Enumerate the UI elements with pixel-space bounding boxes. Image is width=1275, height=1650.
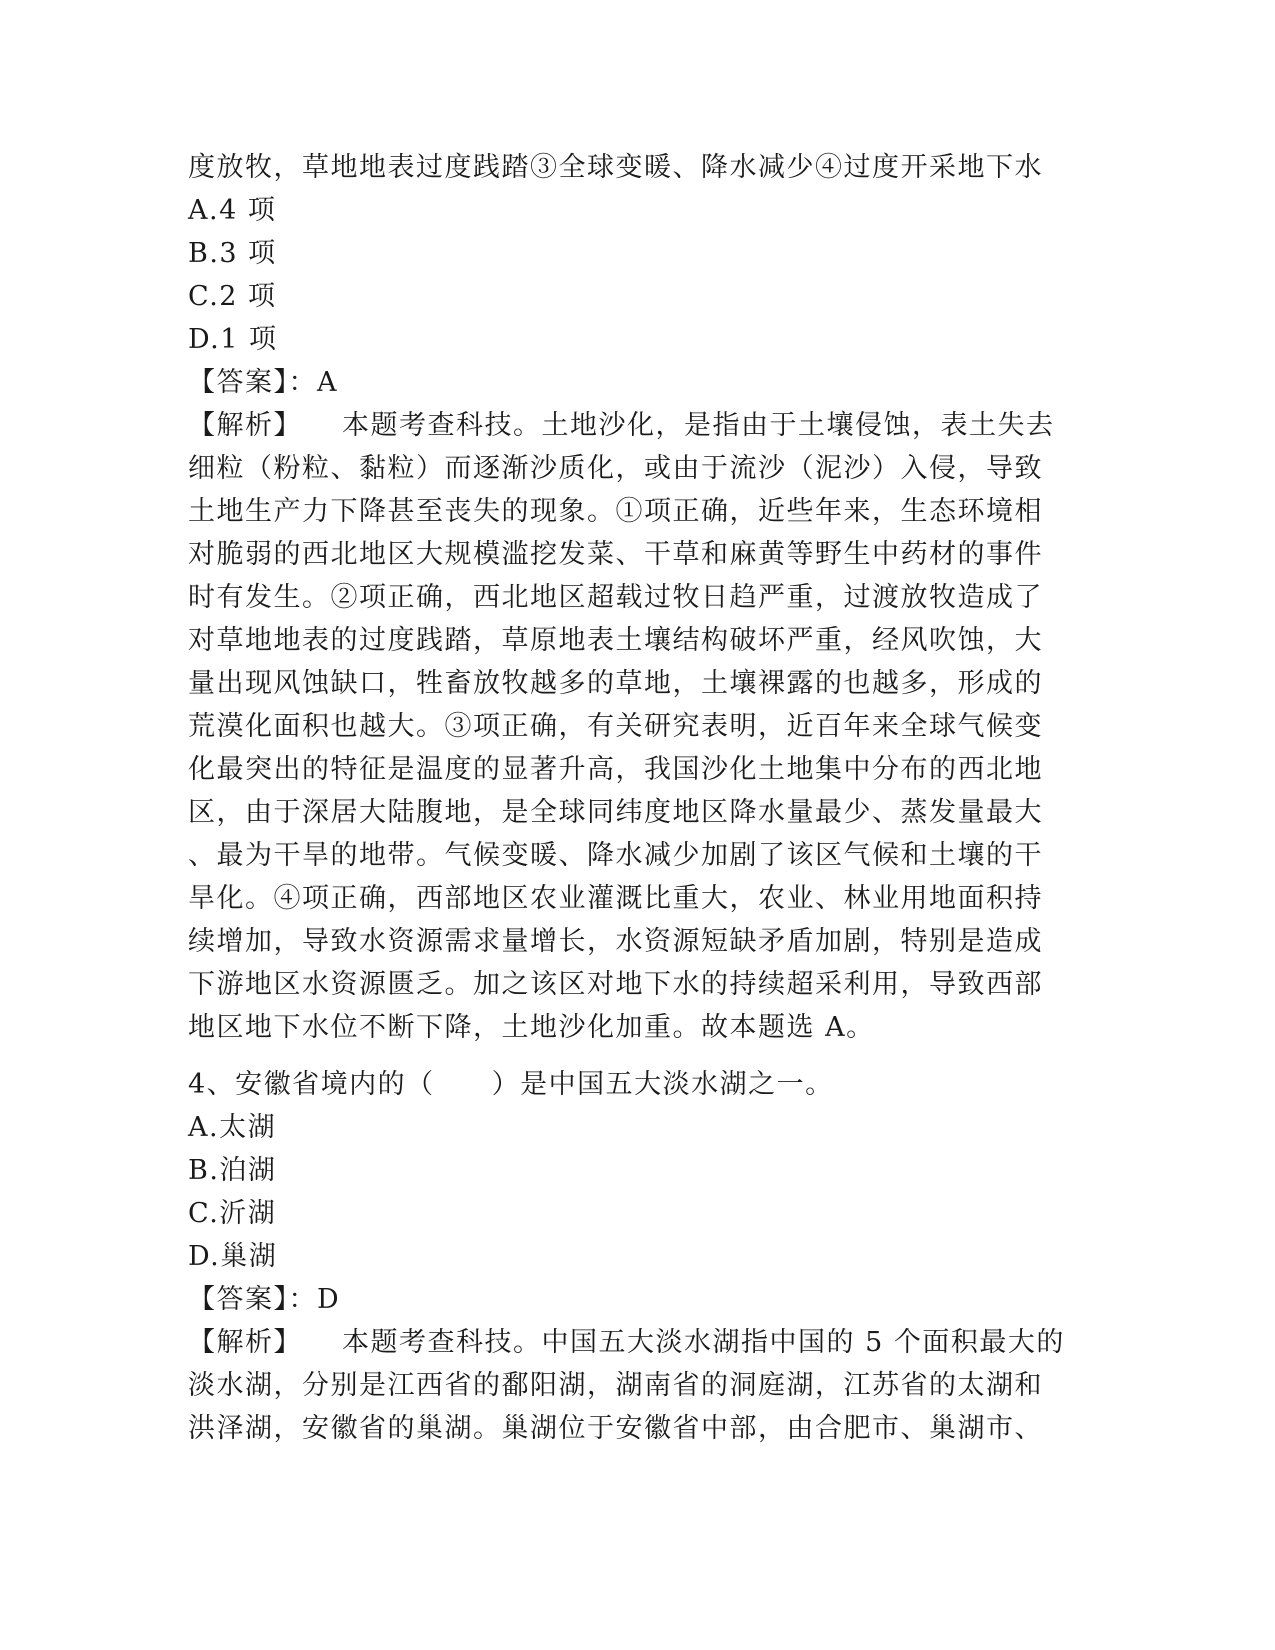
analysis-label: 【解析】 xyxy=(188,410,302,441)
question-4-analysis-line: 淡水湖，分别是江西省的鄱阳湖，湖南省的洞庭湖，江苏省的太湖和 xyxy=(188,1370,1043,1401)
answer-label: 【答案】： xyxy=(188,367,317,398)
question-3-analysis-line xyxy=(188,404,1068,447)
question-3-option-d: D.1 项 xyxy=(188,324,278,355)
question-3-analysis-line: 续增加，导致水资源需求量增长，水资源短缺矛盾加剧，特别是造成 xyxy=(188,926,1043,957)
question-4-option-d: D.巢湖 xyxy=(188,1241,278,1272)
question-3-analysis-line: 荒漠化面积也越大。③项正确，有关研究表明，近百年来全球气候变 xyxy=(188,711,1043,742)
question-3-analysis-line: 对脆弱的西北地区大规模滥挖发菜、干草和麻黄等野生中药材的事件 xyxy=(188,539,1043,570)
answer-value: A xyxy=(317,367,338,398)
analysis-text: 本题考查科技。中国五大淡水湖指中国的 5 个面积最大的 xyxy=(342,1327,1065,1358)
document-page xyxy=(188,146,1068,1450)
question-3-analysis-line: 时有发生。②项正确，西北地区超载过牧日趋严重，过渡放牧造成了 xyxy=(188,582,1043,613)
question-3-analysis-line: 地区地下水位不断下降，土地沙化加重。故本题选 A。 xyxy=(188,1012,875,1043)
question-4-option-a: A.太湖 xyxy=(188,1112,277,1143)
question-3-answer xyxy=(188,361,1068,404)
question-3-analysis-line: 土地生产力下降甚至丧失的现象。①项正确，近些年来，生态环境相 xyxy=(188,496,1043,527)
question-3-option-a: A.4 项 xyxy=(188,195,277,226)
analysis-text: 本题考查科技。土地沙化，是指由于土壤侵蚀，表土失去 xyxy=(342,410,1055,441)
question-3-analysis-line: 对草地地表的过度践踏，草原地表土壤结构破坏严重，经风吹蚀，大 xyxy=(188,625,1043,656)
analysis-label: 【解析】 xyxy=(188,1327,302,1358)
question-4-answer xyxy=(188,1278,1068,1321)
question-3-analysis-line: 细粒（粉粒、黏粒）而逐渐沙质化，或由于流沙（泥沙）入侵，导致 xyxy=(188,453,1043,484)
question-4-stem: 4、安徽省境内的（ ）是中国五大淡水湖之一。 xyxy=(188,1069,834,1100)
answer-value: D xyxy=(317,1284,341,1315)
question-3-analysis-line: 、最为干旱的地带。气候变暖、降水减少加剧了该区气候和土壤的干 xyxy=(188,840,1043,871)
question-3-analysis-line: 下游地区水资源匮乏。加之该区对地下水的持续超采利用，导致西部 xyxy=(188,969,1043,1000)
question-3-option-c: C.2 项 xyxy=(188,281,277,312)
question-4-analysis-line xyxy=(188,1321,1068,1364)
question-3-option-b: B.3 项 xyxy=(188,238,277,269)
question-3-analysis-line: 量出现风蚀缺口，牲畜放牧越多的草地，土壤裸露的也越多，形成的 xyxy=(188,668,1043,699)
question-3-stem-tail: 度放牧，草地地表过度践踏③全球变暖、降水减少④过度开采地下水 xyxy=(188,152,1043,183)
question-4-analysis-line: 洪泽湖，安徽省的巢湖。巢湖位于安徽省中部，由合肥市、巢湖市、 xyxy=(188,1413,1043,1444)
question-3-analysis-line: 区，由于深居大陆腹地，是全球同纬度地区降水量最少、蒸发量最大 xyxy=(188,797,1043,828)
question-4-option-c: C.沂湖 xyxy=(188,1198,277,1229)
question-3-analysis-line: 旱化。④项正确，西部地区农业灌溉比重大，农业、林业用地面积持 xyxy=(188,883,1043,914)
question-3-analysis-line: 化最突出的特征是温度的显著升高，我国沙化土地集中分布的西北地 xyxy=(188,754,1043,785)
question-4-option-b: B.泊湖 xyxy=(188,1155,277,1186)
answer-label: 【答案】： xyxy=(188,1284,317,1315)
